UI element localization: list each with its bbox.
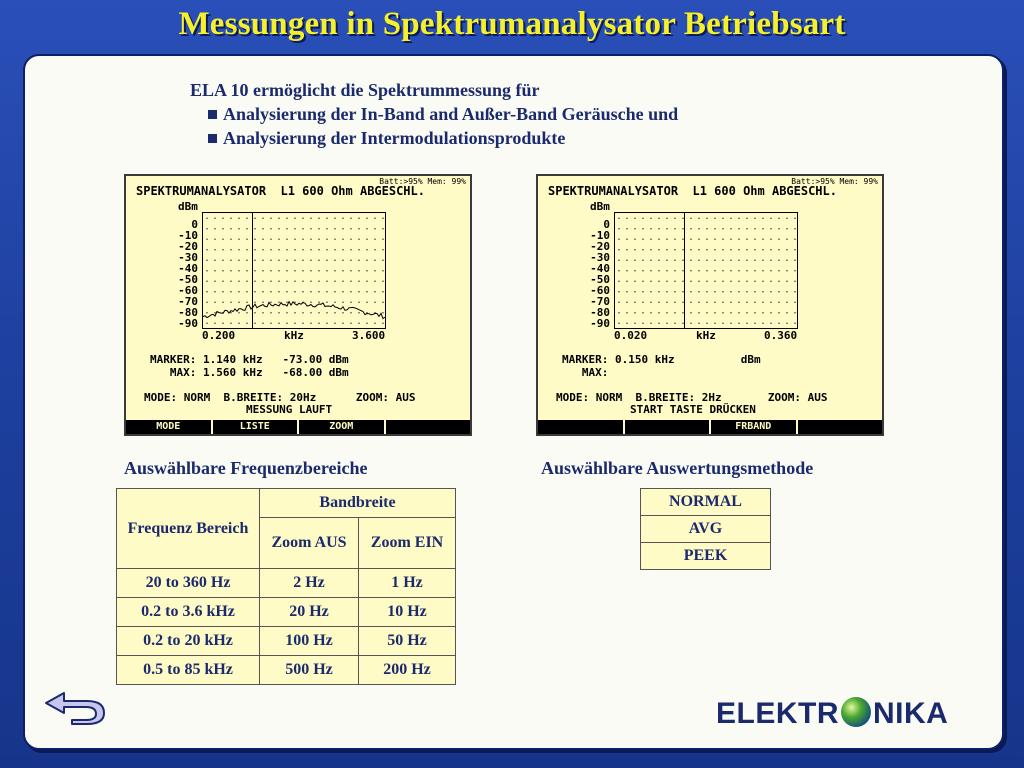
spectrum-plot xyxy=(202,212,386,329)
softkey-frband[interactable]: FRBAND xyxy=(711,420,798,434)
status-text: START TASTE DRÜCKEN xyxy=(630,403,756,416)
table-row: NORMAL xyxy=(641,489,771,516)
spectrum-plot xyxy=(614,212,798,329)
softkey-empty[interactable] xyxy=(538,420,625,434)
softkey-empty[interactable] xyxy=(798,420,883,434)
frequency-table xyxy=(116,488,456,685)
y-tick: -40 xyxy=(590,262,610,275)
x-max-label: 0.360 xyxy=(764,329,798,342)
mode-readout: MODE: NORM B.BREITE: 2Hz ZOOM: AUS xyxy=(556,391,828,404)
y-tick: -30 xyxy=(590,251,610,264)
mode-readout: MODE: NORM B.BREITE: 20Hz ZOOM: AUS xyxy=(144,391,416,404)
y-tick: -70 xyxy=(178,295,198,308)
intro-bullet: Analysierung der Intermodulationsprodukte xyxy=(190,126,678,150)
table-subheader-zoom-off: Zoom AUS xyxy=(260,518,359,569)
softkey-bar xyxy=(126,420,470,434)
y-tick: -50 xyxy=(590,273,610,286)
softkey-bar xyxy=(538,420,882,434)
y-tick: -60 xyxy=(590,284,610,297)
logo-text-right: NIKA xyxy=(873,697,949,730)
y-tick: -80 xyxy=(590,306,610,319)
intro-bullet: Analysierung der In-Band and Außer-Band Geräusche und xyxy=(190,102,678,126)
globe-icon xyxy=(841,697,871,727)
y-tick: -20 xyxy=(590,240,610,253)
y-tick: -30 xyxy=(178,251,198,264)
table-header-bandwidth: Bandbreite xyxy=(260,489,456,518)
screen-header: SPEKTRUMANALYSATOR L1 600 Ohm ABGESCHL. xyxy=(548,184,837,198)
y-tick: -10 xyxy=(590,229,610,242)
x-min-label: 0.020 xyxy=(614,329,648,342)
unit-label: dBm xyxy=(590,200,610,213)
y-tick: -60 xyxy=(178,284,198,297)
x-unit-label: kHz xyxy=(696,329,716,342)
back-arrow-icon[interactable] xyxy=(42,688,108,726)
softkey-zoom[interactable]: ZOOM xyxy=(299,420,386,434)
marker-readout: MARKER: 1.140 kHz -73.00 dBm xyxy=(150,353,349,366)
table-row: 0.5 to 85 kHz 500 Hz 200 Hz xyxy=(117,656,456,685)
intro-line: ELA 10 ermöglicht die Spektrummessung für xyxy=(190,80,540,100)
page-title: Messungen in Spektrumanalysator Betriebsart xyxy=(178,6,846,42)
intro-text xyxy=(190,78,678,150)
y-tick: -80 xyxy=(178,306,198,319)
y-tick: -40 xyxy=(178,262,198,275)
y-tick: -90 xyxy=(590,317,610,330)
battery-status: Batt:>95% Mem: 99% xyxy=(791,177,878,186)
y-tick: 0 xyxy=(191,218,198,231)
x-unit-label: kHz xyxy=(284,329,304,342)
spectrum-screen-left xyxy=(124,174,472,436)
table-row: AVG xyxy=(641,516,771,543)
bullet-square-icon xyxy=(208,110,217,119)
logo-text-left: ELEKTR xyxy=(716,697,839,730)
spectrum-screen-right xyxy=(536,174,884,436)
y-tick: 0 xyxy=(603,218,610,231)
bullet-square-icon xyxy=(208,134,217,143)
max-readout: MAX: 1.560 kHz -68.00 dBm xyxy=(150,366,349,379)
y-tick: -10 xyxy=(178,229,198,242)
evaluation-table xyxy=(640,488,771,570)
table-header-frequency: Frequenz Bereich xyxy=(117,489,260,569)
max-readout: MAX: xyxy=(562,366,609,379)
trace-line xyxy=(203,302,385,319)
softkey-empty[interactable] xyxy=(625,420,712,434)
battery-status: Batt:>95% Mem: 99% xyxy=(379,177,466,186)
softkey-mode[interactable]: MODE xyxy=(126,420,213,434)
spectrum-trace xyxy=(203,213,385,328)
y-tick: -90 xyxy=(178,317,198,330)
caption-evaluation-method: Auswählbare Auswertungsmethode xyxy=(541,458,814,478)
x-min-label: 0.200 xyxy=(202,329,236,342)
marker-readout: MARKER: 0.150 kHz dBm xyxy=(562,353,761,366)
softkey-empty[interactable] xyxy=(386,420,471,434)
screen-header: SPEKTRUMANALYSATOR L1 600 Ohm ABGESCHL. xyxy=(136,184,425,198)
x-max-label: 3.600 xyxy=(352,329,386,342)
status-text: MESSUNG LAUFT xyxy=(246,403,333,416)
marker-cursor[interactable] xyxy=(684,213,685,328)
y-tick: -70 xyxy=(590,295,610,308)
softkey-liste[interactable]: LISTE xyxy=(213,420,300,434)
table-row: 0.2 to 20 kHz 100 Hz 50 Hz xyxy=(117,627,456,656)
table-row: PEEK xyxy=(641,543,771,570)
unit-label: dBm xyxy=(178,200,198,213)
caption-frequency-ranges: Auswählbare Frequenzbereiche xyxy=(124,458,368,478)
brand-logo xyxy=(716,697,948,731)
table-row: 0.2 to 3.6 kHz 20 Hz 10 Hz xyxy=(117,598,456,627)
table-subheader-zoom-on: Zoom EIN xyxy=(359,518,456,569)
y-tick: -20 xyxy=(178,240,198,253)
y-tick: -50 xyxy=(178,273,198,286)
table-row: 20 to 360 Hz 2 Hz 1 Hz xyxy=(117,569,456,598)
